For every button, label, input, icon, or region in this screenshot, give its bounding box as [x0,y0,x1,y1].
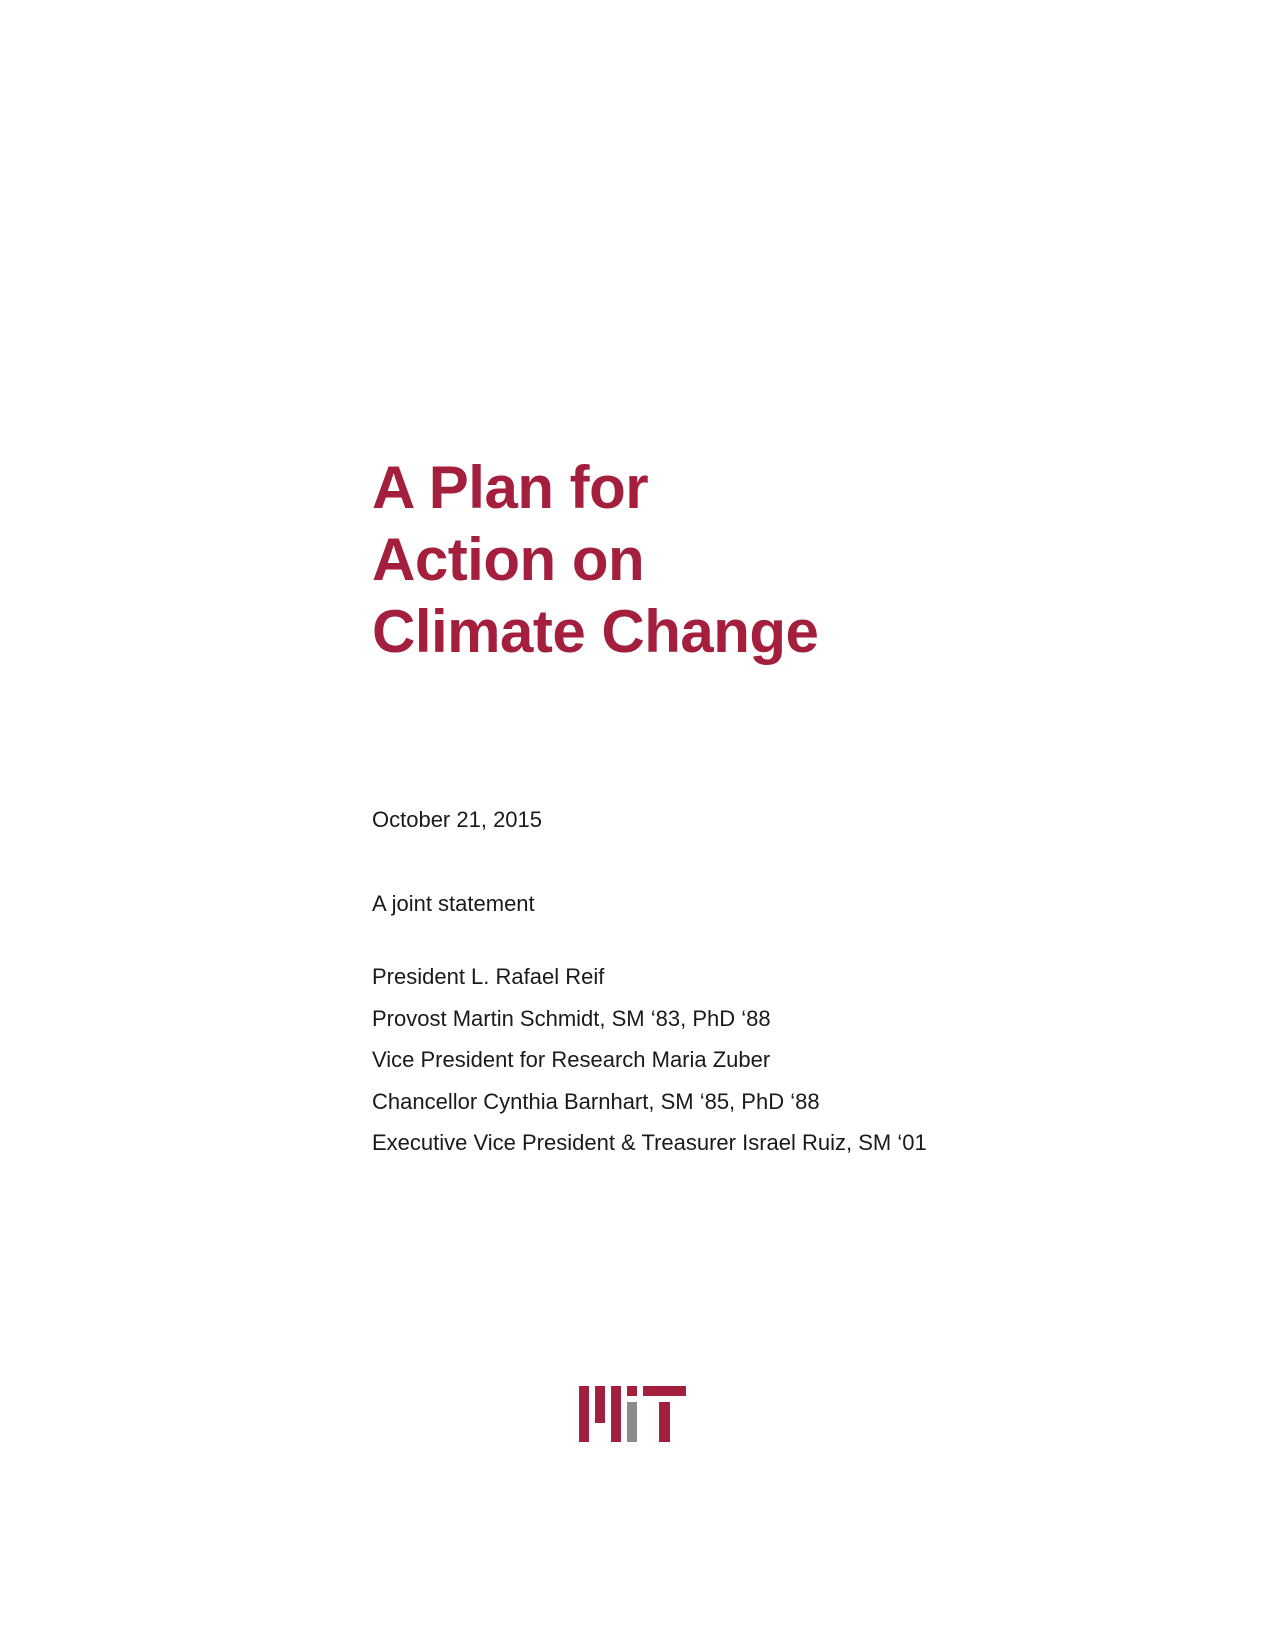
signatory-item: Vice President for Research Maria Zuber [372,1047,771,1072]
title-line-2: Action on [372,526,645,593]
title-line-1: A Plan for [372,454,649,521]
title-line-3: Climate Change [372,598,819,665]
signatory-item: Executive Vice President & Treasurer Israel Ruiz, SM ‘01 [372,1130,927,1155]
signatories-list [372,956,927,1164]
document-date: October 21, 2015 [372,807,543,832]
statement-label: A joint statement [372,891,535,916]
signatory-item: Provost Martin Schmidt, SM ‘83, PhD ‘88 [372,1005,771,1031]
signatory-item: Chancellor Cynthia Barnhart, SM ‘85, PhD ‘88 [372,1088,820,1114]
document-title [372,452,1072,668]
mit-logo-icon [579,1386,686,1442]
signatory-item: President L. Rafael Reif [372,964,605,989]
